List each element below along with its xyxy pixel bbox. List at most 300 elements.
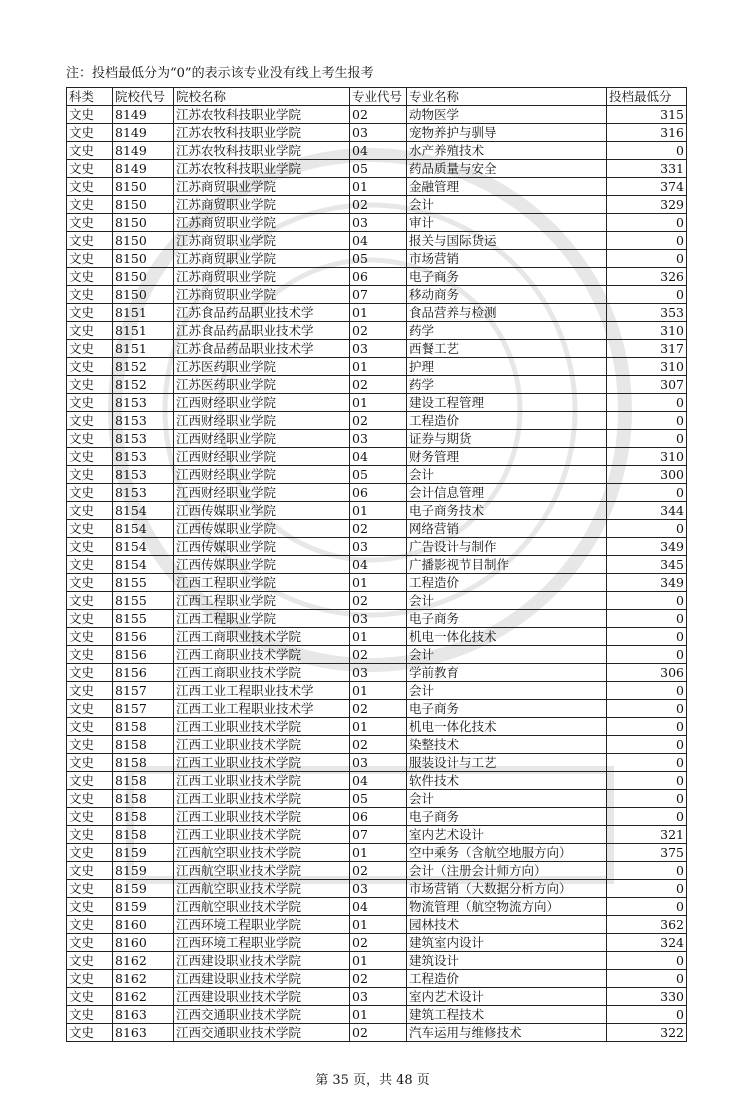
cell-major-name: 工程造价 <box>407 970 607 988</box>
header-school-name: 院校名称 <box>174 88 350 106</box>
cell-school-code: 8152 <box>113 376 174 394</box>
cell-min-score: 0 <box>607 700 687 718</box>
cell-min-score: 0 <box>607 682 687 700</box>
cell-min-score: 349 <box>607 538 687 556</box>
cell-category: 文史 <box>67 700 113 718</box>
cell-category: 文史 <box>67 718 113 736</box>
cell-category: 文史 <box>67 106 113 124</box>
cell-major-name: 学前教育 <box>407 664 607 682</box>
cell-major-code: 02 <box>350 646 407 664</box>
cell-min-score: 0 <box>607 736 687 754</box>
cell-min-score: 310 <box>607 322 687 340</box>
cell-school-name: 江苏商贸职业学院 <box>174 178 350 196</box>
cell-school-code: 8153 <box>113 412 174 430</box>
cell-school-code: 8158 <box>113 790 174 808</box>
cell-major-name: 电子商务 <box>407 808 607 826</box>
table-row <box>67 214 687 232</box>
cell-min-score: 0 <box>607 628 687 646</box>
table-row <box>67 1024 687 1042</box>
table-row <box>67 934 687 952</box>
cell-category: 文史 <box>67 142 113 160</box>
table-row <box>67 610 687 628</box>
cell-school-name: 江苏食品药品职业技术学 <box>174 322 350 340</box>
cell-major-code: 01 <box>350 1006 407 1024</box>
table-row <box>67 142 687 160</box>
cell-school-code: 8150 <box>113 268 174 286</box>
cell-min-score: 345 <box>607 556 687 574</box>
cell-school-name: 江西传媒职业学院 <box>174 520 350 538</box>
cell-school-code: 8160 <box>113 934 174 952</box>
cell-major-code: 04 <box>350 556 407 574</box>
cell-major-code: 02 <box>350 934 407 952</box>
cell-school-code: 8151 <box>113 304 174 322</box>
cell-category: 文史 <box>67 862 113 880</box>
table-row <box>67 826 687 844</box>
cell-min-score: 0 <box>607 484 687 502</box>
cell-category: 文史 <box>67 736 113 754</box>
cell-major-name: 室内艺术设计 <box>407 826 607 844</box>
cell-category: 文史 <box>67 502 113 520</box>
cell-category: 文史 <box>67 916 113 934</box>
cell-school-code: 8158 <box>113 808 174 826</box>
cell-category: 文史 <box>67 178 113 196</box>
cell-min-score: 0 <box>607 718 687 736</box>
cell-category: 文史 <box>67 124 113 142</box>
cell-min-score: 324 <box>607 934 687 952</box>
cell-school-name: 江西航空职业技术学院 <box>174 898 350 916</box>
header-category: 科类 <box>67 88 113 106</box>
cell-major-name: 电子商务 <box>407 610 607 628</box>
cell-min-score: 0 <box>607 970 687 988</box>
cell-min-score: 0 <box>607 754 687 772</box>
cell-category: 文史 <box>67 988 113 1006</box>
cell-major-name: 染整技术 <box>407 736 607 754</box>
table-row <box>67 736 687 754</box>
cell-min-score: 344 <box>607 502 687 520</box>
cell-category: 文史 <box>67 484 113 502</box>
cell-school-code: 8153 <box>113 466 174 484</box>
header-school-code: 院校代号 <box>113 88 174 106</box>
cell-major-code: 03 <box>350 754 407 772</box>
cell-min-score: 0 <box>607 142 687 160</box>
cell-major-code: 04 <box>350 142 407 160</box>
cell-major-name: 药学 <box>407 322 607 340</box>
cell-min-score: 0 <box>607 520 687 538</box>
cell-category: 文史 <box>67 646 113 664</box>
cell-category: 文史 <box>67 556 113 574</box>
table-row <box>67 196 687 214</box>
cell-category: 文史 <box>67 322 113 340</box>
cell-major-name: 护理 <box>407 358 607 376</box>
cell-major-name: 建设工程管理 <box>407 394 607 412</box>
cell-min-score: 0 <box>607 394 687 412</box>
cell-major-code: 02 <box>350 520 407 538</box>
cell-school-name: 江苏农牧科技职业学院 <box>174 124 350 142</box>
cell-category: 文史 <box>67 340 113 358</box>
cell-category: 文史 <box>67 430 113 448</box>
cell-major-name: 会计 <box>407 466 607 484</box>
cell-school-code: 8154 <box>113 538 174 556</box>
cell-min-score: 310 <box>607 358 687 376</box>
cell-category: 文史 <box>67 952 113 970</box>
cell-min-score: 0 <box>607 808 687 826</box>
cell-school-name: 江西航空职业技术学院 <box>174 862 350 880</box>
cell-major-code: 07 <box>350 286 407 304</box>
cell-school-name: 江苏医药职业学院 <box>174 358 350 376</box>
cell-school-name: 江苏商贸职业学院 <box>174 286 350 304</box>
cell-major-code: 05 <box>350 160 407 178</box>
table-row <box>67 772 687 790</box>
table-row <box>67 808 687 826</box>
table-row <box>67 106 687 124</box>
cell-school-name: 江西工程职业学院 <box>174 610 350 628</box>
cell-category: 文史 <box>67 304 113 322</box>
cell-category: 文史 <box>67 790 113 808</box>
table-row <box>67 790 687 808</box>
cell-major-code: 03 <box>350 214 407 232</box>
table-row <box>67 520 687 538</box>
cell-major-code: 04 <box>350 232 407 250</box>
cell-major-name: 网络营销 <box>407 520 607 538</box>
cell-major-code: 02 <box>350 376 407 394</box>
cell-major-name: 空中乘务（含航空地服方向） <box>407 844 607 862</box>
cell-school-code: 8153 <box>113 484 174 502</box>
cell-category: 文史 <box>67 844 113 862</box>
cell-major-name: 工程造价 <box>407 412 607 430</box>
table-row <box>67 646 687 664</box>
cell-school-code: 8150 <box>113 286 174 304</box>
cell-category: 文史 <box>67 880 113 898</box>
cell-major-code: 01 <box>350 628 407 646</box>
table-row <box>67 484 687 502</box>
cell-major-name: 会计 <box>407 646 607 664</box>
cell-major-code: 02 <box>350 592 407 610</box>
cell-school-code: 8155 <box>113 574 174 592</box>
cell-min-score: 321 <box>607 826 687 844</box>
cell-school-code: 8163 <box>113 1024 174 1042</box>
cell-school-code: 8150 <box>113 232 174 250</box>
cell-school-code: 8150 <box>113 250 174 268</box>
cell-major-name: 工程造价 <box>407 574 607 592</box>
table-row <box>67 700 687 718</box>
cell-min-score: 0 <box>607 250 687 268</box>
cell-school-code: 8149 <box>113 106 174 124</box>
cell-major-code: 05 <box>350 790 407 808</box>
cell-min-score: 349 <box>607 574 687 592</box>
cell-school-name: 江苏农牧科技职业学院 <box>174 160 350 178</box>
cell-major-name: 宠物养护与驯导 <box>407 124 607 142</box>
cell-major-name: 会计 <box>407 196 607 214</box>
cell-major-code: 02 <box>350 196 407 214</box>
table-row <box>67 376 687 394</box>
cell-major-name: 软件技术 <box>407 772 607 790</box>
cell-school-name: 江西工业职业技术学院 <box>174 790 350 808</box>
cell-category: 文史 <box>67 1024 113 1042</box>
cell-major-name: 机电一体化技术 <box>407 718 607 736</box>
cell-major-name: 财务管理 <box>407 448 607 466</box>
cell-major-code: 01 <box>350 304 407 322</box>
cell-major-code: 02 <box>350 736 407 754</box>
cell-school-code: 8155 <box>113 592 174 610</box>
cell-school-code: 8149 <box>113 142 174 160</box>
cell-min-score: 0 <box>607 1006 687 1024</box>
cell-school-name: 江西建设职业技术学院 <box>174 952 350 970</box>
table-row <box>67 952 687 970</box>
cell-school-name: 江西财经职业学院 <box>174 448 350 466</box>
cell-min-score: 0 <box>607 646 687 664</box>
cell-min-score: 0 <box>607 952 687 970</box>
cell-school-code: 8152 <box>113 358 174 376</box>
cell-category: 文史 <box>67 160 113 178</box>
cell-major-code: 02 <box>350 700 407 718</box>
cell-school-code: 8153 <box>113 448 174 466</box>
cell-school-code: 8153 <box>113 430 174 448</box>
table-row <box>67 844 687 862</box>
cell-major-name: 药品质量与安全 <box>407 160 607 178</box>
cell-major-code: 03 <box>350 430 407 448</box>
cell-major-name: 市场营销（大数据分析方向） <box>407 880 607 898</box>
table-row <box>67 250 687 268</box>
table-row <box>67 502 687 520</box>
cell-major-code: 01 <box>350 358 407 376</box>
cell-school-name: 江西交通职业技术学院 <box>174 1006 350 1024</box>
note-text: 注：投档最低分为“0”的表示该专业没有线上考生报考 <box>66 66 374 81</box>
header-major-name: 专业名称 <box>407 88 607 106</box>
cell-school-name: 江西工业职业技术学院 <box>174 772 350 790</box>
cell-school-name: 江苏商贸职业学院 <box>174 196 350 214</box>
cell-category: 文史 <box>67 286 113 304</box>
cell-min-score: 315 <box>607 106 687 124</box>
cell-major-code: 03 <box>350 340 407 358</box>
cell-min-score: 307 <box>607 376 687 394</box>
cell-min-score: 0 <box>607 898 687 916</box>
table-row <box>67 970 687 988</box>
cell-school-name: 江西工商职业技术学院 <box>174 664 350 682</box>
table-row <box>67 178 687 196</box>
cell-category: 文史 <box>67 394 113 412</box>
cell-major-name: 水产养殖技术 <box>407 142 607 160</box>
cell-major-code: 01 <box>350 502 407 520</box>
cell-min-score: 0 <box>607 232 687 250</box>
cell-category: 文史 <box>67 664 113 682</box>
cell-major-code: 02 <box>350 970 407 988</box>
cell-min-score: 331 <box>607 160 687 178</box>
cell-school-name: 江西工业工程职业技术学 <box>174 700 350 718</box>
cell-min-score: 0 <box>607 772 687 790</box>
cell-major-name: 室内艺术设计 <box>407 988 607 1006</box>
cell-major-code: 03 <box>350 664 407 682</box>
cell-school-code: 8160 <box>113 916 174 934</box>
cell-major-code: 01 <box>350 916 407 934</box>
cell-min-score: 306 <box>607 664 687 682</box>
cell-school-name: 江西工业工程职业技术学 <box>174 682 350 700</box>
cell-min-score: 375 <box>607 844 687 862</box>
cell-major-code: 03 <box>350 880 407 898</box>
table-row <box>67 160 687 178</box>
cell-school-name: 江苏商贸职业学院 <box>174 268 350 286</box>
cell-min-score: 0 <box>607 880 687 898</box>
cell-school-code: 8150 <box>113 196 174 214</box>
cell-min-score: 0 <box>607 412 687 430</box>
cell-category: 文史 <box>67 754 113 772</box>
cell-school-name: 江苏食品药品职业技术学 <box>174 304 350 322</box>
cell-school-name: 江苏食品药品职业技术学 <box>174 340 350 358</box>
table-row <box>67 754 687 772</box>
cell-min-score: 310 <box>607 448 687 466</box>
cell-min-score: 0 <box>607 790 687 808</box>
cell-min-score: 326 <box>607 268 687 286</box>
cell-major-name: 会计 <box>407 790 607 808</box>
table-row <box>67 538 687 556</box>
table-row <box>67 466 687 484</box>
table-row <box>67 1006 687 1024</box>
table-row <box>67 358 687 376</box>
table-row <box>67 412 687 430</box>
page-footer: 第 35 页，共 48 页 <box>315 1073 430 1088</box>
table-row <box>67 664 687 682</box>
cell-major-code: 06 <box>350 808 407 826</box>
table-row <box>67 430 687 448</box>
cell-school-code: 8159 <box>113 898 174 916</box>
cell-major-code: 02 <box>350 862 407 880</box>
cell-min-score: 0 <box>607 592 687 610</box>
cell-category: 文史 <box>67 448 113 466</box>
cell-school-name: 江西工商职业技术学院 <box>174 646 350 664</box>
cell-school-code: 8163 <box>113 1006 174 1024</box>
cell-school-code: 8156 <box>113 664 174 682</box>
cell-major-code: 02 <box>350 106 407 124</box>
cell-school-code: 8158 <box>113 718 174 736</box>
table-row <box>67 394 687 412</box>
cell-school-code: 8150 <box>113 178 174 196</box>
table-row <box>67 916 687 934</box>
cell-major-name: 物流管理（航空物流方向） <box>407 898 607 916</box>
table-row <box>67 628 687 646</box>
cell-major-code: 01 <box>350 178 407 196</box>
cell-major-name: 机电一体化技术 <box>407 628 607 646</box>
cell-min-score: 362 <box>607 916 687 934</box>
cell-major-code: 01 <box>350 682 407 700</box>
cell-school-code: 8162 <box>113 952 174 970</box>
cell-school-name: 江苏商贸职业学院 <box>174 232 350 250</box>
cell-category: 文史 <box>67 376 113 394</box>
cell-min-score: 316 <box>607 124 687 142</box>
cell-min-score: 0 <box>607 286 687 304</box>
cell-school-name: 江西环境工程职业学院 <box>174 934 350 952</box>
cell-school-code: 8159 <box>113 844 174 862</box>
cell-major-code: 03 <box>350 610 407 628</box>
table-row <box>67 232 687 250</box>
cell-major-code: 04 <box>350 898 407 916</box>
cell-major-name: 电子商务 <box>407 700 607 718</box>
cell-major-name: 广告设计与制作 <box>407 538 607 556</box>
cell-category: 文史 <box>67 610 113 628</box>
cell-school-name: 江苏农牧科技职业学院 <box>174 142 350 160</box>
table-row <box>67 574 687 592</box>
cell-category: 文史 <box>67 268 113 286</box>
cell-school-name: 江西财经职业学院 <box>174 394 350 412</box>
cell-school-name: 江苏商贸职业学院 <box>174 250 350 268</box>
cell-major-name: 证券与期货 <box>407 430 607 448</box>
cell-major-code: 02 <box>350 322 407 340</box>
cell-school-name: 江西工业职业技术学院 <box>174 718 350 736</box>
cell-school-name: 江西工程职业学院 <box>174 592 350 610</box>
cell-school-name: 江苏农牧科技职业学院 <box>174 106 350 124</box>
table-row <box>67 898 687 916</box>
cell-category: 文史 <box>67 412 113 430</box>
cell-school-name: 江西传媒职业学院 <box>174 556 350 574</box>
cell-min-score: 0 <box>607 610 687 628</box>
cell-major-name: 服装设计与工艺 <box>407 754 607 772</box>
table-row <box>67 592 687 610</box>
cell-school-name: 江西传媒职业学院 <box>174 538 350 556</box>
cell-min-score: 322 <box>607 1024 687 1042</box>
cell-major-code: 06 <box>350 484 407 502</box>
cell-school-code: 8159 <box>113 862 174 880</box>
table-row <box>67 448 687 466</box>
cell-school-code: 8154 <box>113 556 174 574</box>
cell-major-name: 汽车运用与维修技术 <box>407 1024 607 1042</box>
cell-school-code: 8153 <box>113 394 174 412</box>
cell-major-code: 06 <box>350 268 407 286</box>
cell-school-code: 8156 <box>113 646 174 664</box>
cell-major-name: 动物医学 <box>407 106 607 124</box>
cell-major-name: 电子商务 <box>407 268 607 286</box>
cell-major-name: 园林技术 <box>407 916 607 934</box>
cell-school-name: 江西财经职业学院 <box>174 412 350 430</box>
cell-min-score: 330 <box>607 988 687 1006</box>
cell-major-code: 01 <box>350 574 407 592</box>
cell-category: 文史 <box>67 520 113 538</box>
cell-school-name: 江西建设职业技术学院 <box>174 970 350 988</box>
cell-major-code: 04 <box>350 772 407 790</box>
cell-major-name: 报关与国际货运 <box>407 232 607 250</box>
cell-min-score: 300 <box>607 466 687 484</box>
cell-min-score: 353 <box>607 304 687 322</box>
cell-major-code: 01 <box>350 718 407 736</box>
cell-category: 文史 <box>67 214 113 232</box>
cell-min-score: 374 <box>607 178 687 196</box>
cell-school-code: 8151 <box>113 322 174 340</box>
cell-category: 文史 <box>67 628 113 646</box>
cell-major-name: 药学 <box>407 376 607 394</box>
cell-category: 文史 <box>67 196 113 214</box>
cell-min-score: 317 <box>607 340 687 358</box>
cell-major-code: 04 <box>350 448 407 466</box>
cell-category: 文史 <box>67 538 113 556</box>
table-row <box>67 322 687 340</box>
cell-school-name: 江苏医药职业学院 <box>174 376 350 394</box>
table-row <box>67 556 687 574</box>
table-row <box>67 862 687 880</box>
cell-school-name: 江西传媒职业学院 <box>174 502 350 520</box>
table-row <box>67 880 687 898</box>
cell-major-name: 建筑设计 <box>407 952 607 970</box>
cell-major-code: 02 <box>350 412 407 430</box>
cell-min-score: 0 <box>607 214 687 232</box>
table-row <box>67 304 687 322</box>
cell-school-code: 8151 <box>113 340 174 358</box>
table-row <box>67 286 687 304</box>
table-row <box>67 988 687 1006</box>
cell-category: 文史 <box>67 232 113 250</box>
cell-school-name: 江西工业职业技术学院 <box>174 754 350 772</box>
cell-major-name: 食品营养与检测 <box>407 304 607 322</box>
cell-category: 文史 <box>67 466 113 484</box>
cell-school-name: 江西财经职业学院 <box>174 430 350 448</box>
cell-min-score: 0 <box>607 862 687 880</box>
cell-school-code: 8149 <box>113 124 174 142</box>
